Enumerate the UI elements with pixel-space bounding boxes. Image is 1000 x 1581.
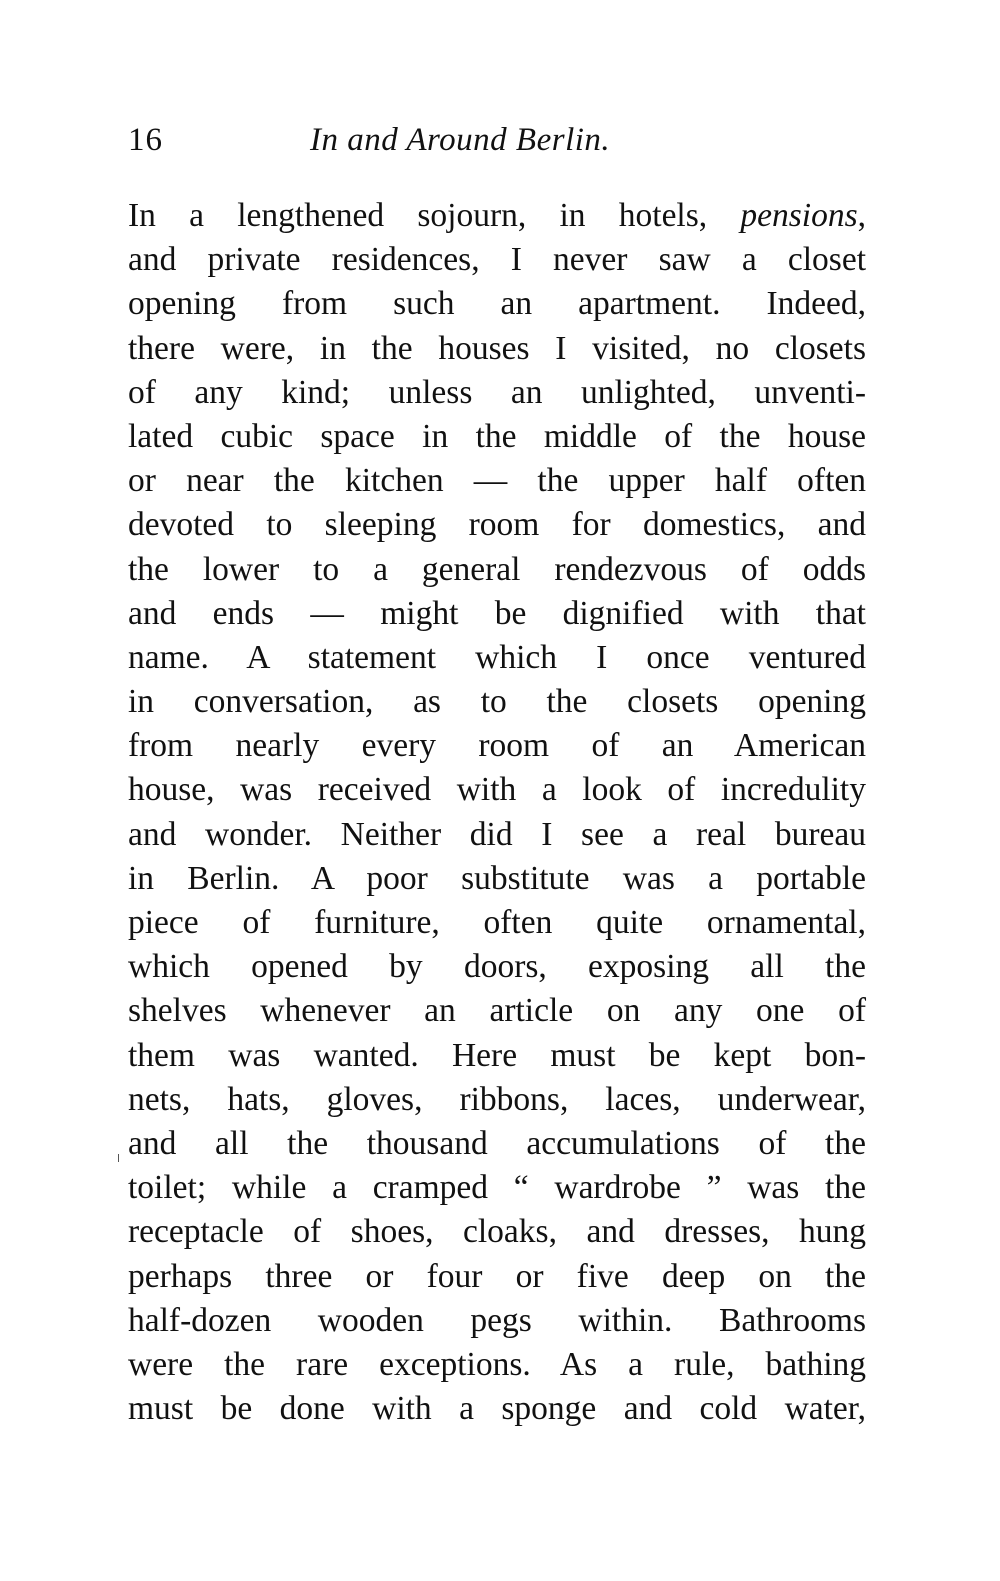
text-line: there were, in the houses I visited, no closets xyxy=(128,329,866,367)
text-line: perhaps three or four or five deep on the xyxy=(128,1257,866,1295)
text-line: the lower to a general rendezvous of odds xyxy=(128,550,866,588)
text-line: in Berlin. A poor substitute was a portable xyxy=(128,859,866,897)
text-line: receptacle of shoes, cloaks, and dresses, hung xyxy=(128,1213,866,1251)
running-title: In and Around Berlin. xyxy=(310,122,611,158)
italic-word: pensions xyxy=(740,197,858,234)
text-span: , xyxy=(857,197,866,234)
text-line: name. A statement which I once ventured xyxy=(128,638,866,676)
text-line: of any kind; unless an unlighted, unventi- xyxy=(128,373,866,411)
text-line: half-dozen wooden pegs within. Bathrooms xyxy=(128,1301,866,1339)
text-line: were the rare exceptions. As a rule, bathing xyxy=(128,1345,866,1383)
text-line: house, was received with a look of incredulity xyxy=(128,771,866,809)
page-number: 16 xyxy=(128,122,163,158)
text-line: or near the kitchen — the upper half often xyxy=(128,462,866,500)
text-line xyxy=(128,194,866,238)
body-paragraph xyxy=(128,194,866,1431)
text-line: them was wanted. Here must be kept bon- xyxy=(128,1036,866,1074)
margin-mark xyxy=(118,1154,119,1162)
text-span: In a lengthened sojourn, in hotels, xyxy=(128,197,741,234)
text-line: piece of furniture, often quite ornamental, xyxy=(128,904,866,941)
text-line: and all the thousand accumulations of the xyxy=(128,1124,866,1162)
text-line: lated cubic space in the middle of the house xyxy=(128,417,866,455)
running-head xyxy=(128,118,868,162)
text-line: and ends — might be dignified with that xyxy=(128,594,866,632)
text-line: and private residences, I never saw a closet xyxy=(128,241,866,279)
text-line: shelves whenever an article on any one of xyxy=(128,992,866,1030)
text-line: devoted to sleeping room for domestics, and xyxy=(128,506,866,544)
text-line: in conversation, as to the closets opening xyxy=(128,683,866,721)
text-line: opening from such an apartment. Indeed, xyxy=(128,285,866,323)
text-line: toilet; while a cramped “ wardrobe ” was the xyxy=(128,1169,866,1207)
text-line: must be done with a sponge and cold water, xyxy=(128,1390,866,1428)
text-line: nets, hats, gloves, ribbons, laces, underwear, xyxy=(128,1080,866,1118)
text-line: and wonder. Neither did I see a real bureau xyxy=(128,815,866,853)
text-line: which opened by doors, exposing all the xyxy=(128,948,866,986)
text-line: from nearly every room of an American xyxy=(128,727,866,765)
